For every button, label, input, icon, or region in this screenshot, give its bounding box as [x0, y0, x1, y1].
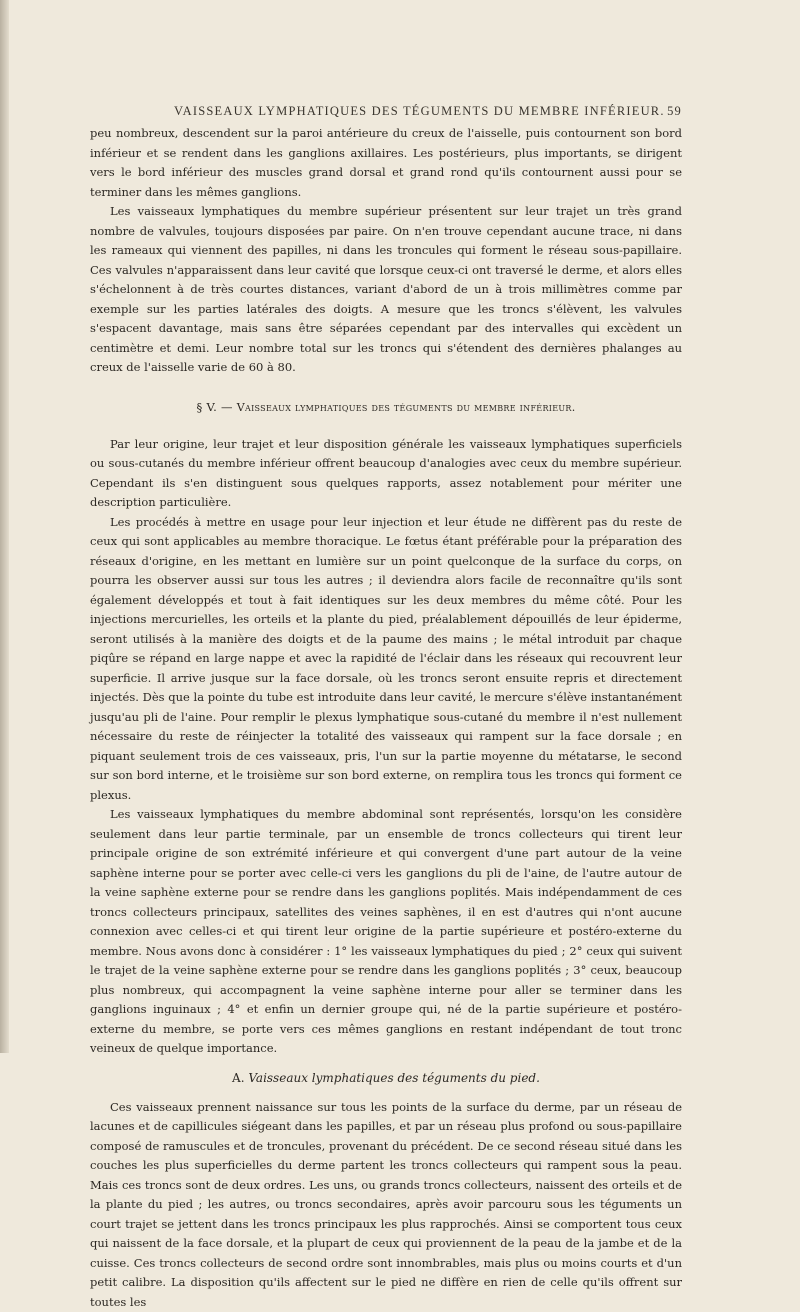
- running-header: [90, 104, 682, 124]
- subsection-heading-prefix: A.: [232, 1071, 248, 1085]
- page-number: 59: [667, 104, 682, 119]
- book-page: [90, 104, 682, 1312]
- section-heading-title: Vaisseaux lymphatiques des téguments du membre inférieur.: [237, 401, 576, 414]
- running-header-title: VAISSEAUX LYMPHATIQUES DES TÉGUMENTS DU MEMBRE INFÉRIEUR.: [174, 104, 665, 119]
- subsection-heading-title: Vaisseaux lymphatiques des téguments du pied.: [248, 1071, 540, 1085]
- subsection-heading: [90, 1069, 682, 1088]
- paragraph-subsection-1: Ces vaisseaux prennent naissance sur tous les points de la surface du derme, par un réseau de lacunes et de capillicules siégeant dans les papilles, et par un réseau plus profond ou sous-papillaire composé de ramuscules et de troncules, provenant du précédent. De ce second réseau situé dans les couches les plus superficielles du derme partent les troncs collecteurs qui rampent sous la peau. Mais ces troncs sont de deux ordres. Les uns, ou grands troncs collecteurs, naissent des orteils et de la plante du pied ; les autres, ou troncs secondaires, après avoir parcouru sous les téguments un court trajet se jettent dans les troncs principaux les plus rapprochés. Ainsi se comportent tous ceux qui naissent de la face dorsale, et la plupart de ceux qui proviennent de la peau de la jambe et de la cuisse. Ces troncs collecteurs de second ordre sont innombrables, mais plus ou moins courts et d'un petit calibre. La disposition qu'ils affectent sur le pied ne diffère en rien de celle qu'ils offrent sur toutes les: [90, 1098, 682, 1312]
- paragraph-section-2: Les procédés à mettre en usage pour leur injection et leur étude ne diffèrent pas du reste de ceux qui sont applicables au membre thoracique. Le fœtus étant préférable pour la préparation des réseaux d'origine, en les mettant en lumière sur un point quelconque de la surface du corps, on pourra les observer aussi sur tous les autres ; il deviendra alors facile de reconnaître qu'ils sont également développés et tout à fait identiques sur les deux membres du même côté. Pour les injections mercurielles, les orteils et la plante du pied, préalablement dépouillés de leur épiderme, seront utilisés à la manière des doigts et de la paume des mains ; le métal introduit par chaque piqûre se répand en large nappe et avec la rapidité de l'éclair dans les réseaux qui recouvrent leur superficie. Il arrive jusque sur la face dorsale, où les troncs seront ensuite repris et directement injectés. Dès que la pointe du tube est introduite dans leur cavité, le mercure s'élève instantanément jusqu'au pli de l'aine. Pour remplir le plexus lymphatique sous-cutané du membre il n'est nullement nécessaire du reste de réinjecter la totalité des vaisseaux qui rampent sur la face dorsale ; en piquant seulement trois de ces vaisseaux, pris, l'un sur la partie moyenne du métatarse, le second sur son bord interne, et le troisième sur son bord externe, on remplira tous les troncs qui forment ce plexus.: [90, 513, 682, 806]
- page-binding-edge: [0, 0, 9, 1053]
- section-heading: [90, 398, 682, 417]
- paragraph-intro-1: peu nombreux, descendent sur la paroi antérieure du creux de l'aisselle, puis contournent son bord inférieur et se rendent dans les ganglions axillaires. Les postérieurs, plus importants, se dirigent vers le bord inférieur des muscles grand dorsal et grand rond qu'ils contournent aussi pour se terminer dans les mêmes ganglions.: [90, 124, 682, 202]
- paragraph-intro-2: Les vaisseaux lymphatiques du membre supérieur présentent sur leur trajet un très grand nombre de valvules, toujours disposées par paire. On n'en trouve cependant aucune trace, ni dans les rameaux qui viennent des papilles, ni dans les troncules qui forment le réseau sous-papillaire. Ces valvules n'apparaissent dans leur cavité que lorsque ceux-ci ont traversé le derme, et alors elles s'échelonnent à de très courtes distances, variant d'abord de un à trois millimètres comme par exemple sur les parties latérales des doigts. A mesure que les troncs s'élèvent, les valvules s'espacent davantage, mais sans être séparées cependant par des intervalles qui excèdent un centimètre et demi. Leur nombre total sur les troncs qui s'étendent des dernières phalanges au creux de l'aisselle varie de 60 à 80.: [90, 202, 682, 378]
- section-heading-prefix: § V. —: [196, 400, 236, 414]
- paragraph-section-1: Par leur origine, leur trajet et leur disposition générale les vaisseaux lymphatiques superficiels ou sous-cutanés du membre inférieur offrent beaucoup d'analogies avec ceux du membre supérieur. Cependant ils s'en distinguent sous quelques rapports, assez notablement pour mériter une description particulière.: [90, 435, 682, 513]
- paragraph-section-3: Les vaisseaux lymphatiques du membre abdominal sont représentés, lorsqu'on les considère seulement dans leur partie terminale, par un ensemble de troncs collecteurs qui tirent leur principale origine de son extrémité inférieure et qui convergent d'une part autour de la veine saphène interne pour se porter avec celle-ci vers les ganglions du pli de l'aine, de l'autre autour de la veine saphène externe pour se rendre dans les ganglions poplités. Mais indépendamment de ces troncs collecteurs principaux, satellites des veines saphènes, il en est d'autres qui n'ont aucune connexion avec celles-ci et qui tirent leur origine de la partie supérieure et postéro-externe du membre. Nous avons donc à considérer : 1° les vaisseaux lymphatiques du pied ; 2° ceux qui suivent le trajet de la veine saphène externe pour se rendre dans les ganglions poplités ; 3° ceux, beaucoup plus nombreux, qui accompagnent la veine saphène interne pour aller se terminer dans les ganglions inguinaux ; 4° et enfin un dernier groupe qui, né de la partie supérieure et postéro-externe du membre, se porte vers ces mêmes ganglions en restant indépendant de tout tronc veineux de quelque importance.: [90, 805, 682, 1059]
